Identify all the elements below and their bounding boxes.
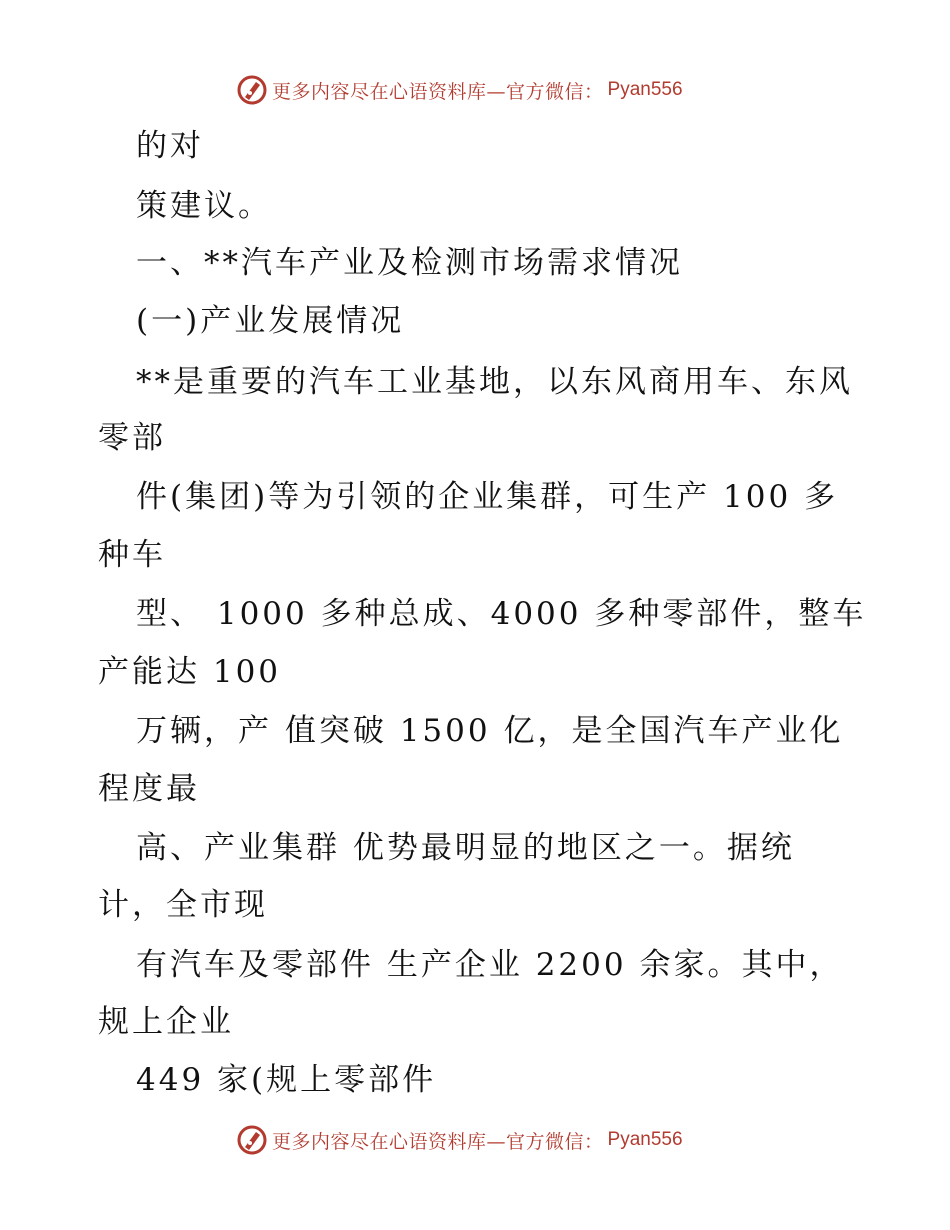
watermark-handle: Pyan556 xyxy=(607,1129,683,1150)
pen-logo-icon xyxy=(236,1124,268,1156)
body-line: **是重要的汽车工业基地，以东风商用车、东风 xyxy=(136,364,853,400)
body-line: 型、 1000 多种总成、4000 多种零部件，整车 xyxy=(136,596,867,632)
watermark-text: 更多内容尽在心语资料库—官方微信： xyxy=(272,80,604,103)
body-line: 策建议。 xyxy=(136,188,272,224)
section-heading: 一、**汽车产业及检测市场需求情况 xyxy=(136,245,683,281)
footer-watermark xyxy=(236,1122,683,1158)
watermark-handle: Pyan556 xyxy=(607,79,683,100)
body-line: 计，全市现 xyxy=(98,887,268,923)
body-line: 程度最 xyxy=(98,771,200,807)
body-line: 零部 xyxy=(98,420,166,456)
body-line: 高、产业集群 优势最明显的地区之一。据统 xyxy=(136,830,795,866)
body-line: 的对 xyxy=(136,128,204,164)
subsection-heading: (一)产业发展情况 xyxy=(136,303,405,339)
body-line: 件(集团)等为引领的企业集群，可生产 100 多 xyxy=(136,479,839,515)
body-line: 产能达 100 xyxy=(98,654,282,690)
body-line: 449 家(规上零部件 xyxy=(136,1062,437,1098)
body-line: 规上企业 xyxy=(98,1004,234,1040)
body-line: 有汽车及零部件 生产企业 2200 余家。其中， xyxy=(136,947,844,983)
body-line: 种车 xyxy=(98,537,166,573)
watermark-text: 更多内容尽在心语资料库—官方微信： xyxy=(272,1130,604,1153)
body-line: 万辆，产 值突破 1500 亿，是全国汽车产业化 xyxy=(136,713,844,749)
